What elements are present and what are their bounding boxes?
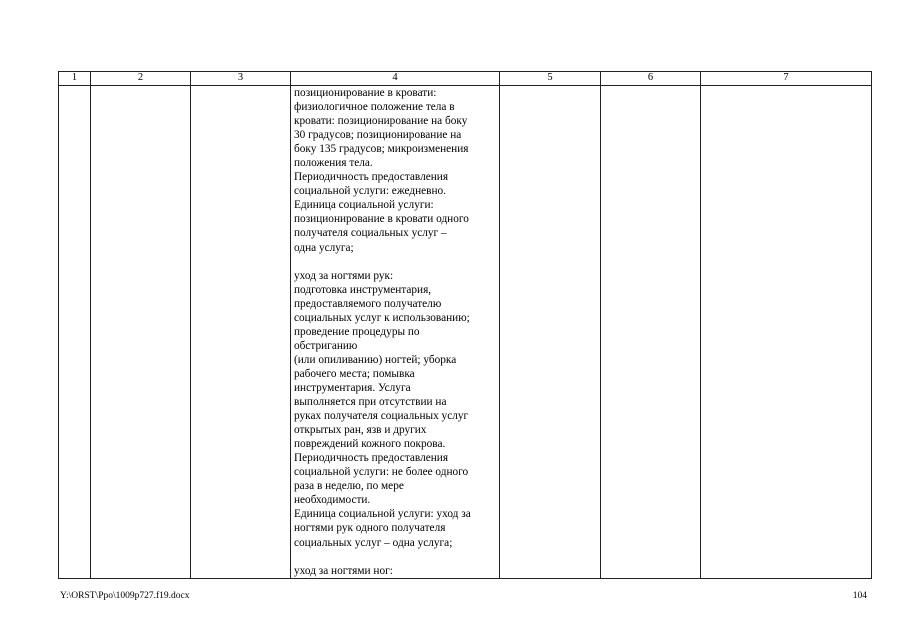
text-line: получателя социальных услуг – [294,227,447,240]
text-line: обстриганию [294,339,358,352]
text-line: Единица социальной услуги: [294,199,434,212]
column-header-3: 3 [191,72,291,86]
table-header-row [59,72,872,86]
blank-line [294,255,496,269]
text-line: уход за ногтями рук: [294,269,394,282]
blank-line [294,550,496,564]
text-line: необходимости. [294,494,371,507]
services-table [58,71,872,579]
text-line: инструментария. Услуга [294,381,411,394]
column-header-5: 5 [500,72,601,86]
text-line: ногтями рук одного получателя [294,522,446,535]
service-description-text [294,86,496,578]
text-line: открытых ран, язв и других [294,424,427,437]
column-header-4: 4 [291,72,500,86]
text-line: кровати: позиционирование на боку [294,115,468,128]
text-line: социальных услуг – одна услуга; [294,536,453,549]
text-line: положения тела. [294,157,373,170]
text-line: Периодичность предоставления [294,171,449,184]
column-header-7: 7 [701,72,872,86]
text-line: проведение процедуры по [294,325,420,338]
text-line: раза в неделю, по мере [294,480,404,493]
text-line: социальных услуг к использованию; [294,311,470,324]
text-line: боку 135 градусов; микроизменения [294,143,469,156]
column-header-1: 1 [59,72,91,86]
page-number: 104 [852,591,867,601]
text-line: позиционирование в кровати: [294,87,437,99]
text-line: 30 градусов; позиционирование на [294,129,462,142]
text-line: одна услуга; [294,241,354,254]
table-cell-col6 [601,86,701,579]
text-line: (или опиливанию) ногтей; уборка [294,353,457,366]
text-line: уход за ногтями ног: [294,564,393,577]
text-line: выполняется при отсутствии на [294,396,447,409]
column-header-6: 6 [601,72,701,86]
table-cell-col7 [701,86,872,579]
table-cell-col2 [91,86,191,579]
text-line: физиологичное положение тела в [294,101,455,114]
text-line: подготовка инструментария, [294,283,432,296]
text-line: руках получателя социальных услуг [294,410,469,423]
table-cell-col3 [191,86,291,579]
text-line: повреждений кожного покрова. [294,438,446,451]
column-header-2: 2 [91,72,191,86]
text-line: Единица социальной услуги: уход за [294,508,471,521]
table-cell-col1 [59,86,91,579]
text-line: Периодичность предоставления [294,452,449,465]
text-line: социальной услуги: ежедневно. [294,185,447,198]
table-cell-col5 [500,86,601,579]
text-line: социальной услуги: не более одного [294,466,469,479]
text-line: позиционирование в кровати одного [294,213,469,226]
footer-file-path: Y:\ORST\Ppo\1009p727.f19.docx [60,591,190,601]
table-cell-service-description [291,86,500,579]
text-line: рабочего места; помывка [294,367,415,380]
table-row [59,86,872,579]
text-line: предоставляемого получателю [294,297,442,310]
